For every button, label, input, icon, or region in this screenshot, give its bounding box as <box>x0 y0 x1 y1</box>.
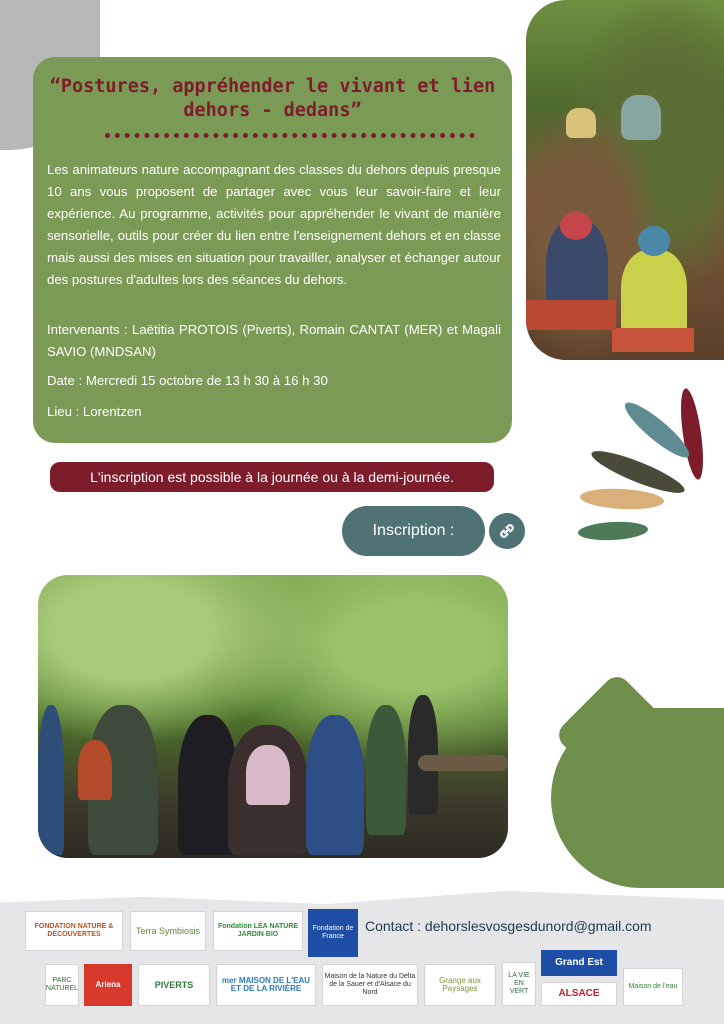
event-description: Les animateurs nature accompagnant des classes du dehors depuis presque 10 ans vous proposent de partager avec vous leur savoir-faire et leur expérience. Au programme, activités pour appréhender le vivant de manière sensorielle, outils pour créer du lien entre l'enseignement dehors et en classe mais aussi des mises en situation pour travailler, analyser et échanger autour des postures d'adultes lors des séances du dehors. <box>47 162 501 287</box>
title-divider <box>105 133 475 138</box>
logo-alsace: ALSACE <box>541 982 617 1006</box>
logo-lea-nature: Fondation LÉA NATURE JARDIN BIO <box>213 911 303 951</box>
photo-children-forest <box>526 0 724 360</box>
inscription-button[interactable]: Inscription : <box>342 506 485 556</box>
logo-grange-paysages: Grange aux Paysages <box>424 964 496 1006</box>
logo-grand-est: Grand Est <box>541 950 617 976</box>
decorative-green-blob <box>551 708 724 888</box>
contact-email: Contact : dehorslesvosgesdunord@gmail.com <box>365 918 652 934</box>
logo-parc-vosges: PARC NATUREL <box>45 964 79 1006</box>
registration-note-banner: L'inscription est possible à la journée ou à la demi-journée. <box>50 462 494 492</box>
logo-ariena: Ariena <box>84 964 132 1006</box>
logo-fondation-nature: FONDATION NATURE & DÉCOUVERTES <box>25 911 123 951</box>
logo-mer: mer MAISON DE L'EAU ET DE LA RIVIÈRE <box>216 964 316 1006</box>
event-location: Lieu : Lorentzen <box>47 404 142 419</box>
logo-maison-eau: Maison de l'eau <box>623 968 683 1006</box>
event-card <box>33 57 512 443</box>
logo-fondation-france: Fondation de France <box>308 909 358 957</box>
link-icon[interactable] <box>489 513 525 549</box>
logo-terra-symbiosis: Terra Symbiosis <box>130 911 206 951</box>
logo-maison-nature-delta: Maison de la Nature du Delta de la Sauer et d'Alsace du Nord <box>322 964 418 1006</box>
photo-group-forest <box>38 575 508 858</box>
logo-piverts: PIVERTS <box>138 964 210 1006</box>
logo-vie-en-vert: LA VIE EN VERT <box>502 962 536 1006</box>
event-speakers: Intervenants : Laëtitia PROTOIS (Piverts), Romain CANTAT (MER) et Magali SAVIO (MNDSAN) <box>47 322 501 359</box>
event-title: “Postures, appréhender le vivant et lien dehors - dedans” <box>49 76 496 121</box>
event-date: Date : Mercredi 15 octobre de 13 h 30 à 16 h 30 <box>47 373 328 388</box>
